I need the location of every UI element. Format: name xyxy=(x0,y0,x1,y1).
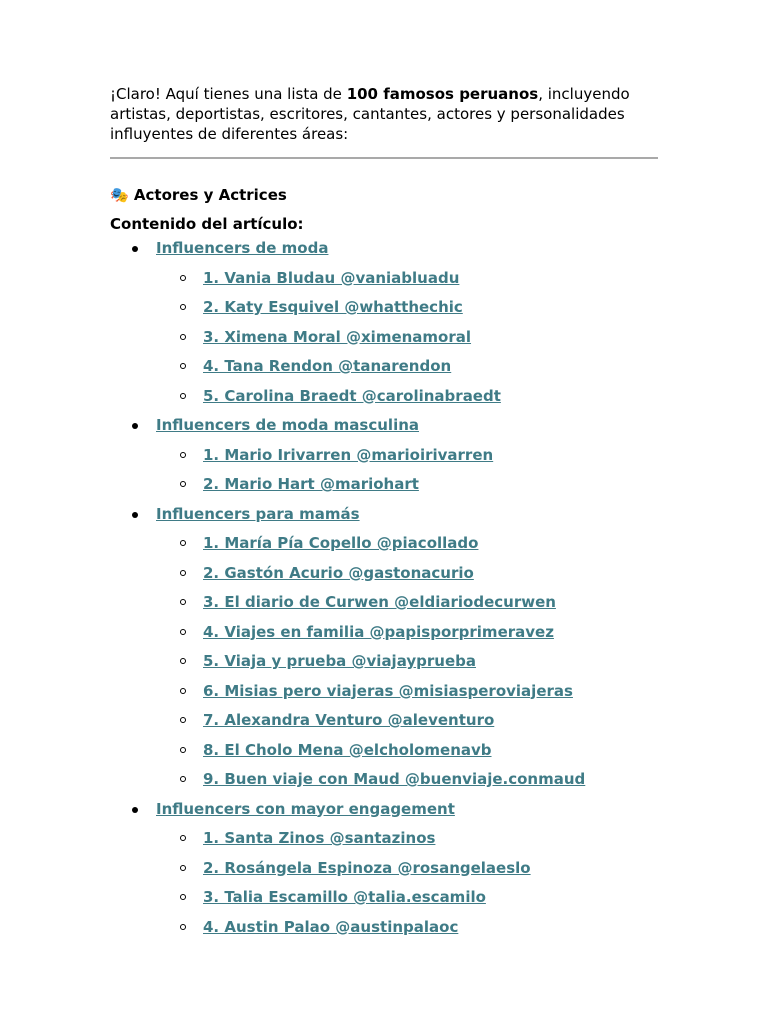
bullet-circle-icon xyxy=(180,717,186,723)
toc-item xyxy=(156,470,658,500)
bullet-circle-icon xyxy=(180,599,186,605)
section-heading: 🎭 Actores y Actrices xyxy=(110,186,287,204)
toc-item xyxy=(156,293,658,323)
intro-bold: 100 famosos peruanos xyxy=(346,85,539,103)
toc-category-link[interactable]: Influencers para mamás xyxy=(156,504,360,523)
toc-item xyxy=(156,736,658,766)
intro-suffix: , incluyendo artistas, deportistas, escritores, cantantes, actores y personalidades influyentes de diferentes áreas: xyxy=(110,85,630,143)
toc-category-link[interactable]: Influencers con mayor engagement xyxy=(156,799,455,818)
toc-item xyxy=(156,352,658,382)
bullet-circle-icon xyxy=(180,835,186,841)
toc-item-link[interactable]: 5. Viaja y prueba @viajayprueba xyxy=(203,652,476,670)
toc-item-link[interactable]: 3. Talia Escamillo @talia.escamilo xyxy=(203,888,486,906)
toc-sublist xyxy=(156,441,658,500)
toc-item xyxy=(156,588,658,618)
toc-item xyxy=(156,618,658,648)
toc-item xyxy=(156,382,658,412)
bullet-circle-icon xyxy=(180,363,186,369)
toc-item-link[interactable]: 2. Mario Hart @mariohart xyxy=(203,475,419,493)
bullet-circle-icon xyxy=(180,393,186,399)
bullet-disc-icon xyxy=(132,807,138,813)
toc-category xyxy=(110,411,658,500)
bullet-circle-icon xyxy=(180,894,186,900)
toc-item xyxy=(156,677,658,707)
bullet-circle-icon xyxy=(180,304,186,310)
bullet-circle-icon xyxy=(180,629,186,635)
bullet-circle-icon xyxy=(180,747,186,753)
bullet-circle-icon xyxy=(180,865,186,871)
toc-item-link[interactable]: 1. Santa Zinos @santazinos xyxy=(203,829,436,847)
toc-item xyxy=(156,765,658,795)
toc-item-link[interactable]: 9. Buen viaje con Maud @buenviaje.conmaud xyxy=(203,770,586,788)
toc-item xyxy=(156,441,658,471)
toc-sublist xyxy=(156,264,658,412)
toc-item-link[interactable]: 3. El diario de Curwen @eldiariodecurwen xyxy=(203,593,556,611)
bullet-disc-icon xyxy=(132,423,138,429)
toc-item-link[interactable]: 2. Gastón Acurio @gastonacurio xyxy=(203,563,474,582)
bullet-circle-icon xyxy=(180,924,186,930)
toc-item xyxy=(156,824,658,854)
toc-item xyxy=(156,264,658,294)
toc-item-link[interactable]: 5. Carolina Braedt @carolinabraedt xyxy=(203,386,501,405)
toc-item xyxy=(156,854,658,884)
toc-item xyxy=(156,913,658,943)
horizontal-divider xyxy=(110,157,658,159)
bullet-circle-icon xyxy=(180,452,186,458)
toc-item xyxy=(156,529,658,559)
toc-category xyxy=(110,234,658,411)
bullet-circle-icon xyxy=(180,688,186,694)
toc-category-link[interactable]: Influencers de moda xyxy=(156,239,329,257)
bullet-circle-icon xyxy=(180,275,186,281)
toc-item xyxy=(156,559,658,589)
bullet-disc-icon xyxy=(132,246,138,252)
document-body xyxy=(110,84,658,942)
toc-category-row xyxy=(156,411,658,441)
toc-category-row xyxy=(156,234,658,264)
toc-category xyxy=(110,795,658,943)
intro-paragraph xyxy=(110,84,658,144)
toc-item-link[interactable]: 8. El Cholo Mena @elcholomenavb xyxy=(203,740,492,759)
toc-item-link[interactable]: 1. Mario Irivarren @marioirivarren xyxy=(203,445,494,464)
bullet-circle-icon xyxy=(180,658,186,664)
bullet-circle-icon xyxy=(180,776,186,782)
toc-item xyxy=(156,323,658,353)
intro-prefix: ¡Claro! Aquí tienes una lista de xyxy=(110,85,347,103)
bullet-circle-icon xyxy=(180,570,186,576)
bullet-circle-icon xyxy=(180,540,186,546)
toc-item-link[interactable]: 2. Katy Esquivel @whatthechic xyxy=(203,298,463,316)
toc-item-link[interactable]: 4. Austin Palao @austinpalaoc xyxy=(203,917,459,936)
toc-list xyxy=(110,234,658,942)
bullet-disc-icon xyxy=(132,512,138,518)
toc-category-row xyxy=(156,500,658,530)
toc-item-link[interactable]: 7. Alexandra Venturo @aleventuro xyxy=(203,711,495,729)
bullet-circle-icon xyxy=(180,334,186,340)
toc-item-link[interactable]: 1. Vania Bludau @vaniabluadu xyxy=(203,268,460,287)
toc-item-link[interactable]: 4. Tana Rendon @tanarendon xyxy=(203,357,452,375)
toc-item xyxy=(156,883,658,913)
toc-item-link[interactable]: 6. Misias pero viajeras @misiasperoviajeras xyxy=(203,681,573,700)
toc-item-link[interactable]: 1. María Pía Copello @piacollado xyxy=(203,534,479,552)
toc-category xyxy=(110,500,658,795)
toc-item xyxy=(156,647,658,677)
toc-sublist xyxy=(156,824,658,942)
bullet-circle-icon xyxy=(180,481,186,487)
toc-item-link[interactable]: 3. Ximena Moral @ximenamoral xyxy=(203,327,472,346)
toc-category-link[interactable]: Influencers de moda masculina xyxy=(156,416,420,434)
toc-item xyxy=(156,706,658,736)
toc-heading: Contenido del artículo: xyxy=(110,215,304,233)
toc-item-link[interactable]: 4. Viajes en familia @papisporprimeravez xyxy=(203,622,554,641)
toc-item-link[interactable]: 2. Rosángela Espinoza @rosangelaeslo xyxy=(203,858,531,877)
toc-category-row xyxy=(156,795,658,825)
toc-sublist xyxy=(156,529,658,795)
